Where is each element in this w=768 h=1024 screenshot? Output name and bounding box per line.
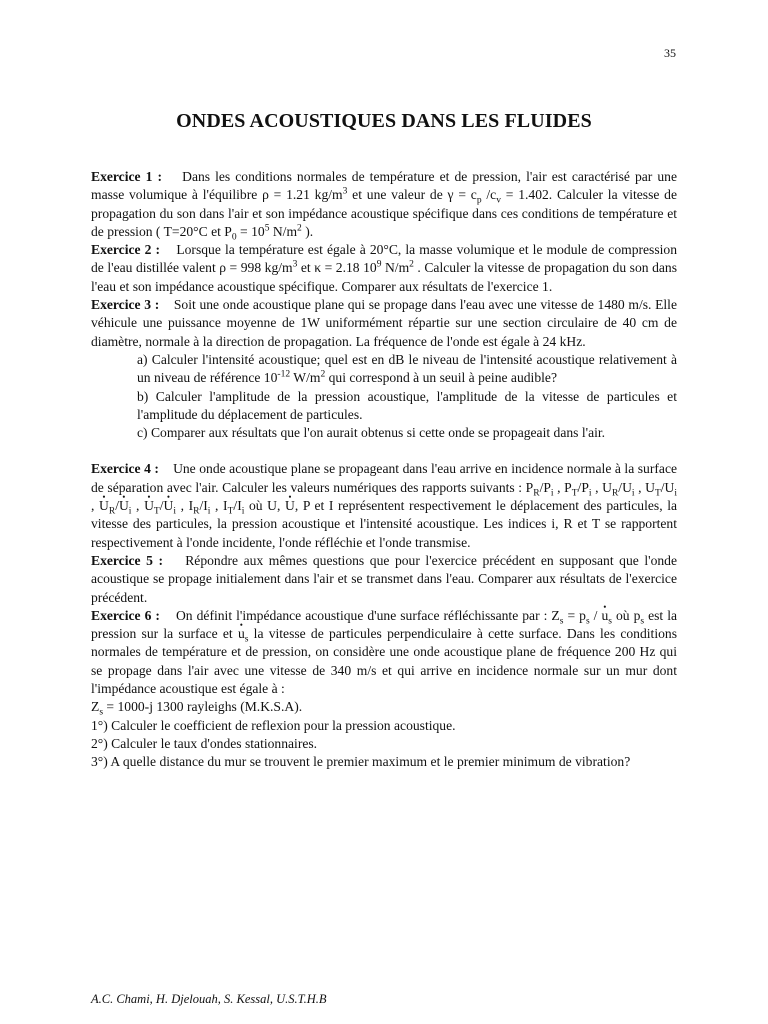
exercise-6-text: où	[611, 607, 634, 623]
exercise-6-question-1: 1°) Calculer le coefficient de reflexion pour la pression acoustique.	[91, 717, 456, 733]
page-title: ONDES ACOUSTIQUES DANS LES FLUIDES	[176, 110, 592, 132]
exercise-6-text: la vitesse de particules perpendiculaire à cette surface. Dans les conditions normales de température et de pression, on considère une onde acoustique plane de fréquence 200 Hz qui se propage dans l'air avec une vitesse de 340 m/s et qui arrive en incidence normale sur un mur dont l'impédance acoustique est égale à :	[91, 626, 677, 697]
exercise-2-text: et κ = 2.18 10	[297, 260, 377, 276]
question-text: qui correspond à un seuil à peine audible?	[325, 370, 557, 386]
exercise-2-text: Lorsque la température est égale à 20°C, la masse volumique et le module de compression de l'eau distillée valent ρ = 998 kg/m	[91, 242, 678, 276]
exercise-3-question-c: c) Comparer aux résultats que l'on aurait obtenus si cette onde se propageait dans l'air.	[137, 425, 606, 441]
exercise-1-text: /c	[481, 187, 497, 203]
exercise-2	[91, 241, 677, 296]
exercise-1-text: = 1.402. Calculer la vitesse de propagation du son dans l'air et son impédance acoustique spécifique dans ces conditions de température et de pression ( T=20°C et P	[91, 187, 678, 239]
exercise-1-text: ).	[301, 223, 314, 239]
exercise-1-text: = 10	[236, 223, 265, 239]
page-number: 35	[664, 46, 676, 60]
exercise-1-label: Exercice 1 :	[91, 169, 162, 184]
exercise-6-label: Exercice 6 :	[91, 607, 160, 623]
exercise-1-text: N/m	[269, 223, 298, 239]
subscript: v	[496, 196, 501, 207]
pressure-symbol: $p_s$	[633, 607, 645, 627]
exercise-4	[91, 460, 677, 551]
exponent: 3	[342, 186, 348, 197]
exercise-3-question-b: b) Calculer l'amplitude de la pression acoustique, l'amplitude de la vitesse de particules et l'amplitude du déplacement de particules.	[137, 388, 677, 422]
exercise-6	[91, 607, 677, 772]
exercise-4-text: Une onde acoustique plane se propageant dans l'eau arrive en incidence normale à la surface de séparation avec l'air. Calculer les valeurs numériques des rapports suivants :	[91, 461, 678, 495]
footer-authors: A.C. Chami, H. Djelouah, S. Kessal, U.S.T.H.B	[91, 992, 327, 1006]
exercise-5-text: Répondre aux mêmes questions que pour l'exercice précédent en supposant que l'onde acoustique se propage initialement dans l'air et se transmet dans l'eau. Comparer aux résultats de l'exercice précédent.	[91, 552, 677, 605]
exercise-3-text: Soit une onde acoustique plane qui se propage dans l'eau avec une vitesse de 1480 m/s. Elle véhicule une puissance moyenne de 1W uniformément répartie sur une section circulaire de 40 cm de diamètre, normale à la direction de propagation. La fréquence de l'onde est égale à 24 kHz.	[91, 297, 677, 349]
exponent: 3	[292, 259, 298, 270]
exercise-list	[91, 168, 677, 790]
exponent: -12	[277, 369, 291, 380]
exercise-6-intro	[91, 607, 677, 698]
exponent: 2	[320, 369, 326, 380]
question-text: a) Calculer l'intensité acoustique; quel est en dB le niveau de l'intensité acoustique relativement à un niveau de référence 10	[137, 351, 677, 386]
question-text: W/m	[290, 370, 321, 386]
exercise-6-question-3: 3°) A quelle distance du mur se trouvent le premier maximum et le premier minimum de vibration?	[91, 754, 631, 770]
exercise-1-text: Dans les conditions normales de température et de pression, l'air est caractérisé par une masse volumique à l'équilibre ρ = 1.21 kg/m	[91, 169, 677, 203]
exponent: 2	[297, 223, 302, 234]
impedance-value-text: = 1000-j 1300 rayleighs (M.K.S.A).	[106, 699, 303, 715]
exercise-1	[91, 168, 677, 241]
exercise-6-text: est la pression sur la surface et	[91, 607, 678, 642]
exercise-3-label: Exercice 3 :	[91, 297, 160, 313]
subscript: 0	[231, 232, 237, 243]
exercise-3-intro	[91, 296, 677, 351]
exercise-2-text: . Calculer la vitesse de propagation du son dans l'eau et son impédance acoustique spécifique. Comparer aux résultats de l'exercice 1.	[91, 260, 677, 294]
exponent: 9	[376, 259, 382, 270]
exponent: 2	[409, 259, 414, 270]
subscript: p	[476, 196, 482, 207]
exercise-1-text: et une valeur de γ = c	[347, 187, 477, 203]
exercise-6-text: On définit l'impédance acoustique d'une surface réfléchissante par :	[175, 607, 552, 623]
velocity-symbol: • $u_s$	[238, 626, 249, 641]
exercise-3	[91, 296, 677, 442]
exercise-5-label: Exercice 5 :	[91, 552, 163, 568]
exercise-2-label: Exercice 2 :	[91, 242, 161, 258]
exercise-6-question-2: 2°) Calculer le taux d'ondes stationnaires.	[91, 735, 318, 751]
impedance-value: $Z_s = 1000-j$ 1300 rayleighs (M.K.S.A).	[91, 699, 303, 719]
impedance-formula: $Z_s = p_s$ / • $u_s$	[551, 608, 612, 623]
exercise-4-text: représentent respectivement le déplacement des particules, la vitesse des particules, la pression acoustique et l'intensité acoustique. Les indices i, R et T se rapportent respectivement à l'onde incidente, l'onde réfléchie et l'onde transmise.	[91, 498, 677, 550]
exercise-2-text: N/m	[381, 260, 410, 276]
exponent: 5	[264, 223, 270, 234]
ratio-list: $P_R/P_i$ , $P_T/P_i$ , $U_R/U_i$ , $U_T/U_i$ , • $U_R/•$ $U_i$ , • $U_T/•$ $U_i$ , $I_R/I_i$ , $I_T/I_i$ où U, • U, P et I	[91, 480, 677, 513]
exercise-3-question-a	[91, 351, 677, 388]
exercise-5	[91, 552, 677, 607]
exercise-4-label: Exercice 4 :	[91, 461, 159, 477]
